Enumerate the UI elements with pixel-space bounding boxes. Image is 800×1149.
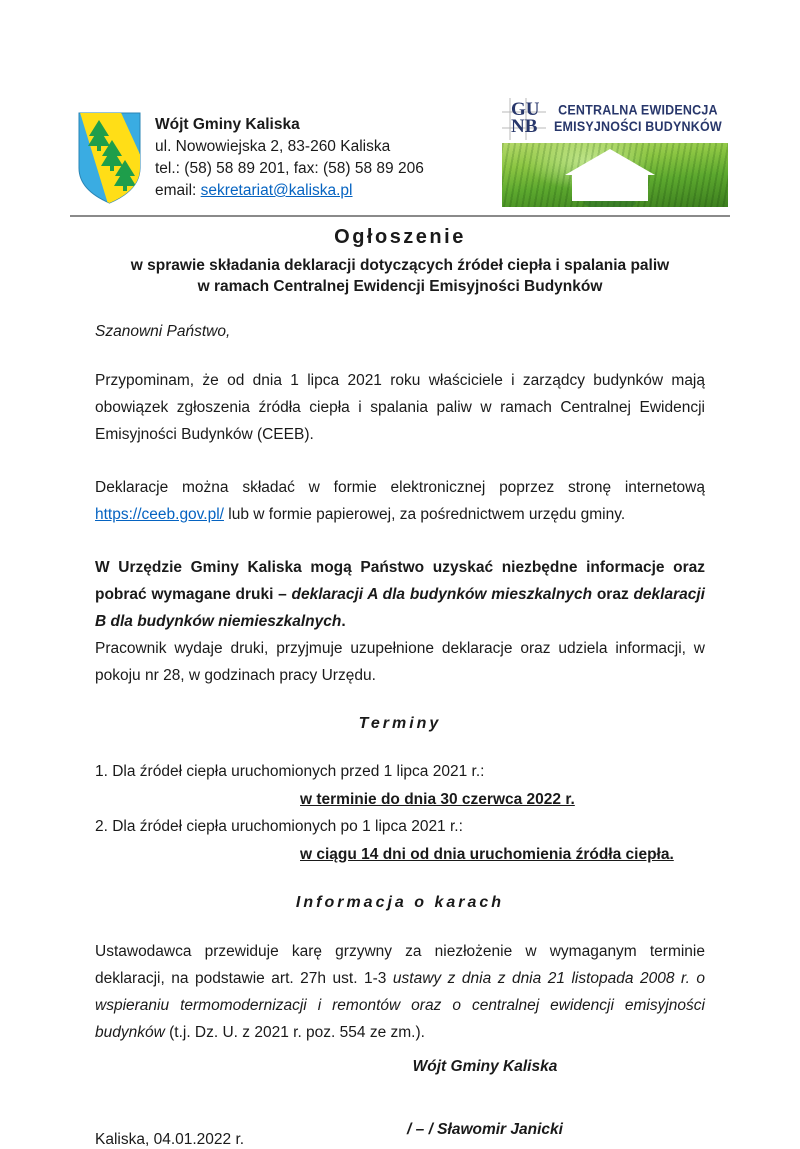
header-divider <box>70 215 730 217</box>
ceeb-title-line2: EMISYJNOŚCI BUDYNKÓW <box>554 119 722 135</box>
ceeb-title-line1: CENTRALNA EWIDENCJA <box>558 102 718 118</box>
deadline-item-2: 2. Dla źródeł ciepła uruchomionych po 1 lipca 2021 r.: <box>95 818 463 835</box>
ceeb-title <box>554 103 722 136</box>
paragraph-clerk: Pracownik wydaje druki, przyjmuje uzupełnione deklaracje oraz udziela informacji, w pokoju nr 28, w godzinach pracy Urzędu. <box>95 640 705 684</box>
section-heading-terminy: Terminy <box>358 715 442 732</box>
sender-contact-info <box>155 112 424 202</box>
penalties-text-pre: Ustawodawca przewiduje karę grzywny za niezłożenie w wymaganym terminie deklaracji, na podstawie art. 27h ust. 1-3 <box>95 943 705 987</box>
ceeb-logo-block <box>502 98 728 207</box>
signatory-name: / – / Sławomir Janicki <box>407 1121 563 1138</box>
deadline-item-1: 1. Dla źródeł ciepła uruchomionych przed 1 lipca 2021 r.: <box>95 763 485 780</box>
subtitle-line1: w sprawie składania deklaracji dotyczących źródeł ciepła i spalania paliw <box>130 257 670 274</box>
email-link[interactable]: sekretariat@kaliska.pl <box>200 182 353 199</box>
place-and-date: Kaliska, 04.01.2022 r. <box>95 1131 245 1148</box>
document-header <box>78 98 728 207</box>
sender-phone-fax: tel.: (58) 58 89 201, fax: (58) 58 89 206 <box>155 160 424 177</box>
signature-gap <box>335 1076 635 1121</box>
sender-email-line <box>155 180 424 202</box>
document-title: Ogłoszenie <box>334 226 466 248</box>
paragraph-penalties <box>95 938 705 1046</box>
sender-name: Wójt Gminy Kaliska <box>155 116 300 133</box>
office-info-mid: oraz <box>592 586 634 603</box>
signatory-title: Wójt Gminy Kaliska <box>412 1058 558 1075</box>
grass-photo <box>502 143 728 207</box>
document-subtitle <box>95 255 705 297</box>
section-heading-kary: Informacja o karach <box>295 894 505 911</box>
house-icon <box>560 149 670 207</box>
gunb-letters-gu: GU <box>511 99 540 120</box>
office-info-pre: W Urzędzie Gminy Kaliska mogą Państwo uzyskać niezbędne informacje oraz pobrać wymagane druki – <box>95 559 705 603</box>
salutation: Szanowni Państwo, <box>95 323 231 340</box>
subtitle-line2: w ramach Centralnej Ewidencji Emisyjności Budynków <box>197 278 603 295</box>
paragraph-obligation: Przypominam, że od dnia 1 lipca 2021 roku właściciele i zarządcy budynków mają obowiązek zgłoszenia źródła ciepła i spalania paliw w ramach Centralnej Ewidencji Emisyjności Budynków (CEEB). <box>95 372 705 443</box>
penalties-text-post: (t.j. Dz. U. z 2021 r. poz. 554 ze zm.). <box>164 1024 425 1041</box>
deadline-2-date: w ciągu 14 dni od dnia uruchomienia źródła ciepła. <box>300 845 674 863</box>
email-label: email: <box>155 182 201 199</box>
signature-block <box>335 1058 635 1139</box>
office-info-post: . <box>341 613 346 630</box>
sender-address: ul. Nowowiejska 2, 83-260 Kaliska <box>155 138 391 155</box>
gunb-logo-icon <box>502 98 546 140</box>
paragraph-submission <box>95 474 705 528</box>
declaration-b-label: deklaracji B dla budynków niemieszkalnych <box>95 586 705 630</box>
declaration-a-label: deklaracji A dla budynków mieszkalnych <box>291 586 593 603</box>
paragraph-office-info <box>95 554 705 635</box>
deadline-1-date: w terminie do dnia 30 czerwca 2022 r. <box>300 790 575 808</box>
gunb-letters-nb: NB <box>511 116 538 137</box>
sender-block <box>78 98 424 204</box>
ceeb-website-link[interactable]: https://ceeb.gov.pl/ <box>95 506 224 523</box>
deadlines-list <box>95 758 705 868</box>
kaliska-coat-of-arms-icon <box>78 112 141 204</box>
penalties-law-reference: ustawy z dnia z dnia 21 listopada 2008 r. o wspieraniu termomodernizacji i remontów oraz o centralnej ewidencji emisyjności budynków <box>95 970 705 1041</box>
submission-text-pre: Deklaracje można składać w formie elektronicznej poprzez stronę internetową <box>95 479 705 496</box>
submission-text-post: lub w formie papierowej, za pośrednictwem urzędu gminy. <box>223 506 626 523</box>
